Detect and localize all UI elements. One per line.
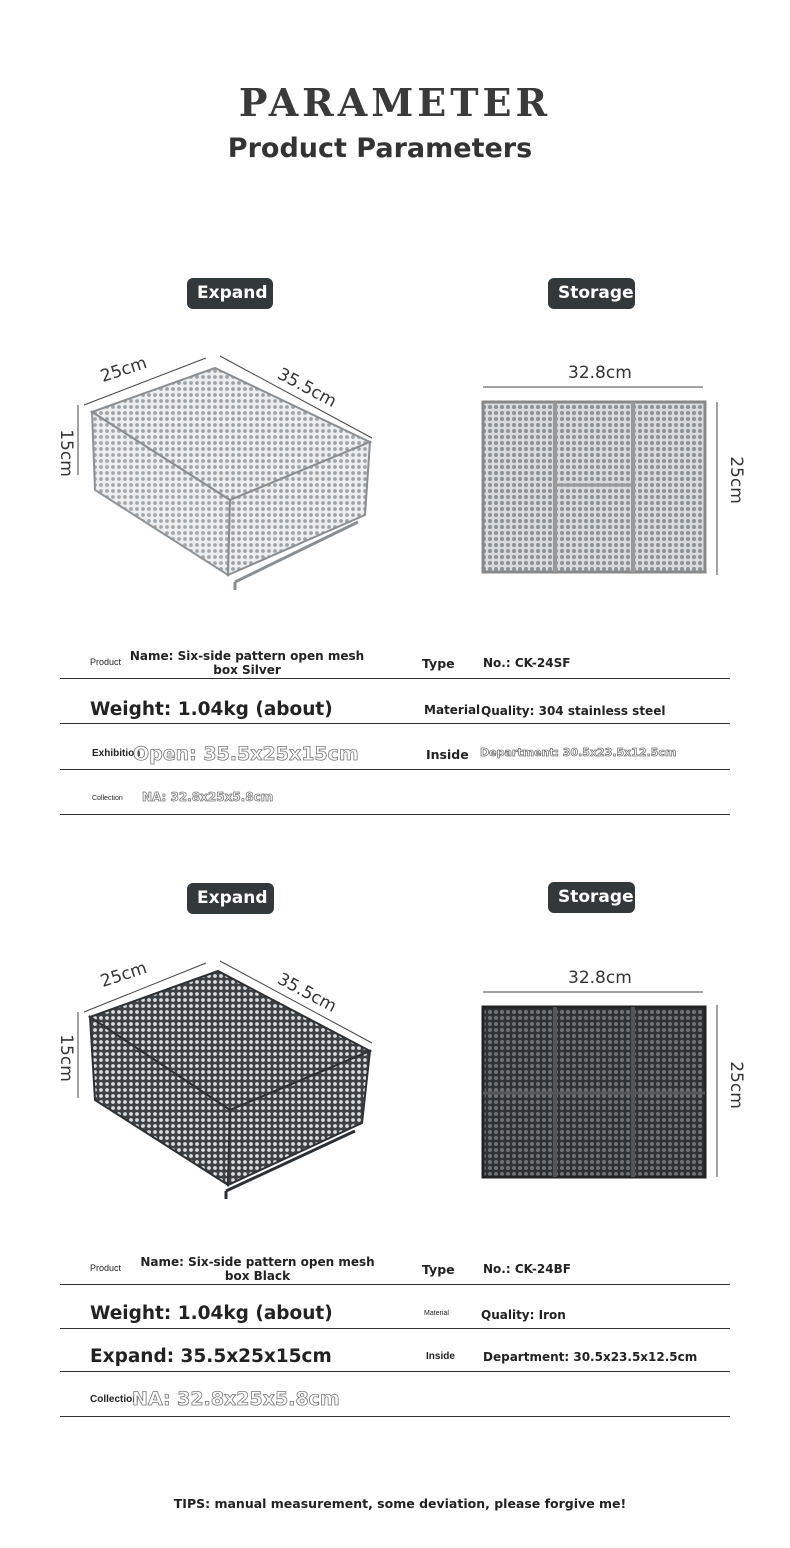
product-label: Product	[90, 657, 122, 667]
weight-value: Weight: 1.04kg (about)	[90, 699, 333, 720]
material-label: Material	[424, 1310, 449, 1317]
table-divider	[60, 814, 730, 815]
expand-length-dimension: 35.5cm	[274, 969, 340, 1017]
expanded-basket-silver-image	[50, 350, 390, 600]
exhibition-label: Exhibition	[92, 748, 141, 759]
page-title: PARAMETER	[238, 80, 552, 125]
expand-badge: Expand	[187, 278, 273, 309]
storage-height-dimension: 25cm	[725, 456, 746, 504]
page-subtitle: Product Parameters	[227, 133, 533, 164]
storage-badge: Storage	[548, 278, 635, 309]
table-divider	[60, 723, 730, 724]
type-label: Type	[422, 1262, 455, 1277]
inside-label: Inside	[426, 1351, 455, 1362]
table-divider	[60, 769, 730, 770]
table-divider	[60, 1371, 730, 1372]
expand-size-value: Expand: 35.5x25x15cm	[90, 1346, 332, 1367]
storage-width-dimension: 32.8cm	[568, 968, 632, 988]
table-divider	[60, 1328, 730, 1329]
material-value: Quality: 304 stainless steel	[481, 704, 666, 718]
material-value: Quality: Iron	[481, 1308, 566, 1322]
table-divider	[60, 1284, 730, 1285]
product-label: Product	[90, 1263, 122, 1273]
table-divider	[60, 1416, 730, 1417]
expand-width-dimension: 25cm	[98, 958, 150, 992]
expand-length-dimension: 35.5cm	[274, 364, 340, 412]
weight-value: Weight: 1.04kg (about)	[90, 1303, 333, 1324]
collection-size-value: NA: 32.8x25x5.8cm	[142, 790, 274, 804]
expand-height-dimension: 15cm	[55, 1034, 76, 1082]
expand-badge: Expand	[187, 883, 274, 914]
collection-label: Collection	[92, 795, 123, 802]
storage-height-dimension: 25cm	[725, 1061, 746, 1109]
table-divider	[60, 678, 730, 679]
storage-width-dimension: 32.8cm	[568, 363, 632, 383]
expanded-basket-black-image	[50, 955, 390, 1205]
inside-label: Inside	[426, 747, 469, 762]
open-size-value: Open: 35.5x25x15cm	[133, 743, 359, 765]
material-label: Material	[424, 703, 481, 717]
expand-height-dimension: 15cm	[55, 429, 76, 477]
inside-size-value: Department: 30.5x23.5x12.5cm	[483, 1350, 698, 1364]
type-label: Type	[422, 656, 455, 671]
collection-size-value: NA: 32.8x25x5.8cm	[132, 1388, 340, 1410]
storage-basket-black-image	[475, 985, 725, 1185]
storage-basket-silver-image	[475, 380, 725, 580]
inside-size-value: Department: 30.5x23.5x12.5cm	[480, 746, 677, 759]
storage-badge: Storage	[548, 882, 635, 913]
expand-width-dimension: 25cm	[98, 353, 150, 387]
collection-label: Collection	[90, 1394, 139, 1405]
model-number-value: No.: CK-24SF	[483, 656, 571, 670]
product-name-value: Name: Six-side pattern open mesh box Silver	[129, 649, 365, 677]
product-name-value: Name: Six-side pattern open mesh box Black	[140, 1255, 375, 1283]
tips-note: TIPS: manual measurement, some deviation, please forgive me!	[173, 1496, 627, 1511]
model-number-value: No.: CK-24BF	[483, 1262, 571, 1276]
